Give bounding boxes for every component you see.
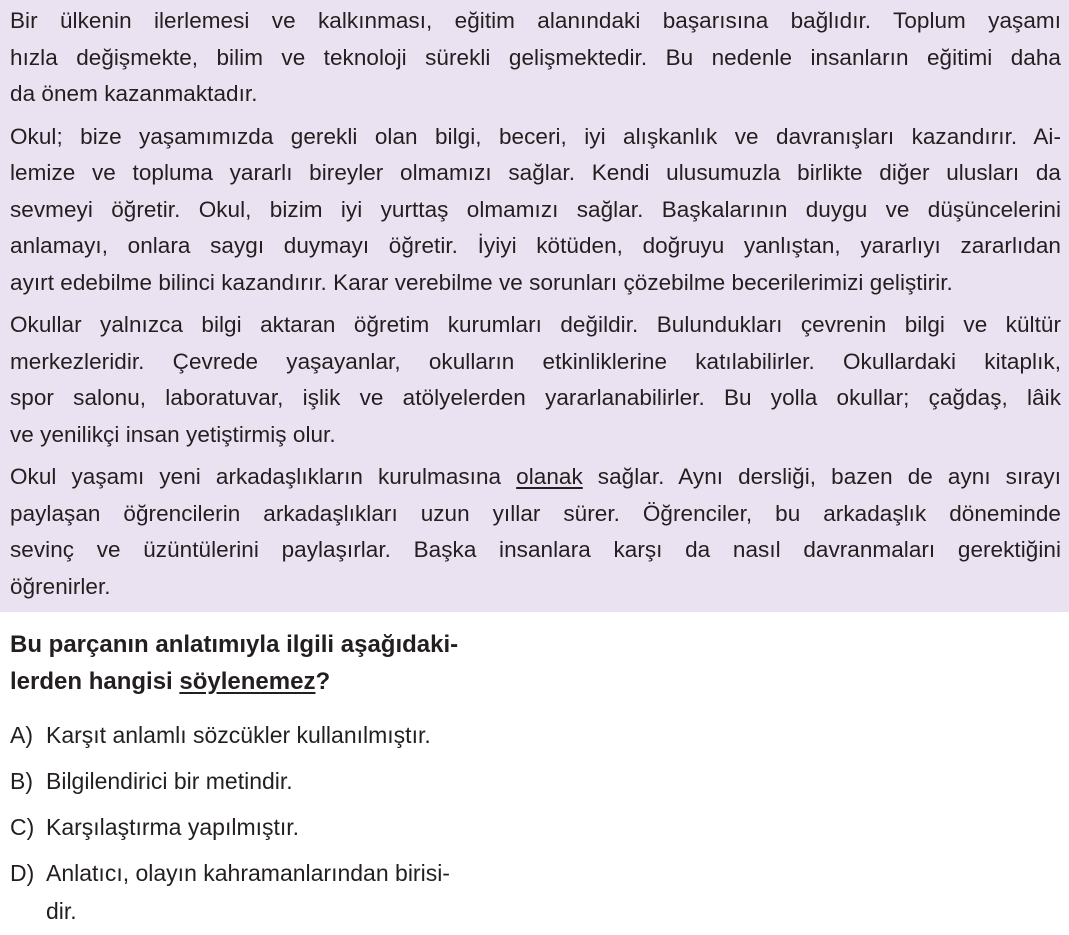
paragraph-3 [10,307,1061,453]
passage-text: Okul yaşamı yeni arkadaşlıkların kurulmasına [10,464,517,489]
option-letter: A) [10,722,33,748]
passage-line: sevinç ve üzüntülerini paylaşırlar. Başka insanlara karşı da nasıl davranmaları gerektiğini [10,537,1061,562]
underlined-word: olanak [516,464,583,489]
paragraph-4 [10,459,1061,605]
passage-line: merkezleridir. Çevrede yaşayanlar, okulların etkinliklerine katılabilirler. Okullardaki kitaplık, [10,348,1061,374]
passage-line: Okul; bize yaşamımızda gerekli olan bilgi, beceri, iyi alışkanlık ve davranışları kazandırır. Ai- [10,123,1061,149]
passage-line: sevmeyi öğretir. Okul, bizim iyi yurttaş olmamızı sağlar. Başkalarının duygu ve düşüncelerini [10,196,1061,222]
underlined-keyword: söylenemez [179,668,316,695]
option-c[interactable] [10,804,1069,850]
passage-line: spor salonu, laboratuvar, işlik ve atölyelerden yararlanabilirler. Bu yolla okullar; çağdaş, lâik [10,385,1061,410]
passage-text: sağlar. Aynı dersliği, bazen de aynı sırayı [582,464,1061,489]
question-stem-line-2 [10,663,1069,700]
option-text-continued: dir. [46,898,77,924]
option-text: Bilgilendirici bir metindir. [46,768,293,794]
passage-line: paylaşan öğrencilerin arkadaşlıkları uzun yıllar sürer. Öğrenciler, bu arkadaşlık döneminde [10,500,1061,526]
passage-line: öğrenirler. [10,573,111,599]
question-stem-line-1: Bu parçanın anlatımıyla ilgili aşağıdaki- [10,631,459,658]
passage-line: lemize ve topluma yararlı bireyler olmamızı sağlar. Kendi ulusumuzla birlikte diğer ulusları da [10,160,1061,185]
paragraph-2 [10,119,1061,302]
paragraph-1 [10,3,1061,113]
passage-line: ve yenilikçi insan yetiştirmiş olur. [10,421,336,447]
passage-line: Okullar yalnızca bilgi aktaran öğretim kurumları değildir. Bulundukları çevrenin bilgi ve kültür [10,312,1061,337]
option-letter: D) [10,860,35,886]
question-text: ? [315,668,331,695]
option-text: Karşılaştırma yapılmıştır. [46,814,300,840]
passage-line: hızla değişmekte, bilim ve teknoloji sürekli gelişmektedir. Bu nedenle insanların eğitimi daha [10,44,1061,70]
question-text: lerden hangisi [10,668,180,695]
answer-options [10,712,1069,926]
passage-line: ayırt edebilme bilinci kazandırır. Karar verebilme ve sorunları çözebilme becerilerimizi geliştirir. [10,269,953,295]
option-b[interactable] [10,758,1069,804]
option-a[interactable] [10,712,1069,758]
passage-line: Bir ülkenin ilerlemesi ve kalkınması, eğitim alanındaki başarısına bağlıdır. Toplum yaşamı [10,8,1061,33]
option-letter: B) [10,768,33,794]
option-text-wrap [46,850,450,926]
passage-line: anlamayı, onlara saygı duymayı öğretir. İyiyi kötüden, doğruyu yanlıştan, yararlıyı zararlıdan [10,233,1061,258]
option-text: Anlatıcı, olayın kahramanlarından birisi- [46,860,450,886]
option-letter: C) [10,814,35,840]
question-block [0,612,1069,926]
option-d[interactable] [10,850,1069,926]
option-text: Karşıt anlamlı sözcükler kullanılmıştır. [46,722,431,748]
passage-line: da önem kazanmaktadır. [10,81,258,106]
passage-line [10,459,1061,496]
